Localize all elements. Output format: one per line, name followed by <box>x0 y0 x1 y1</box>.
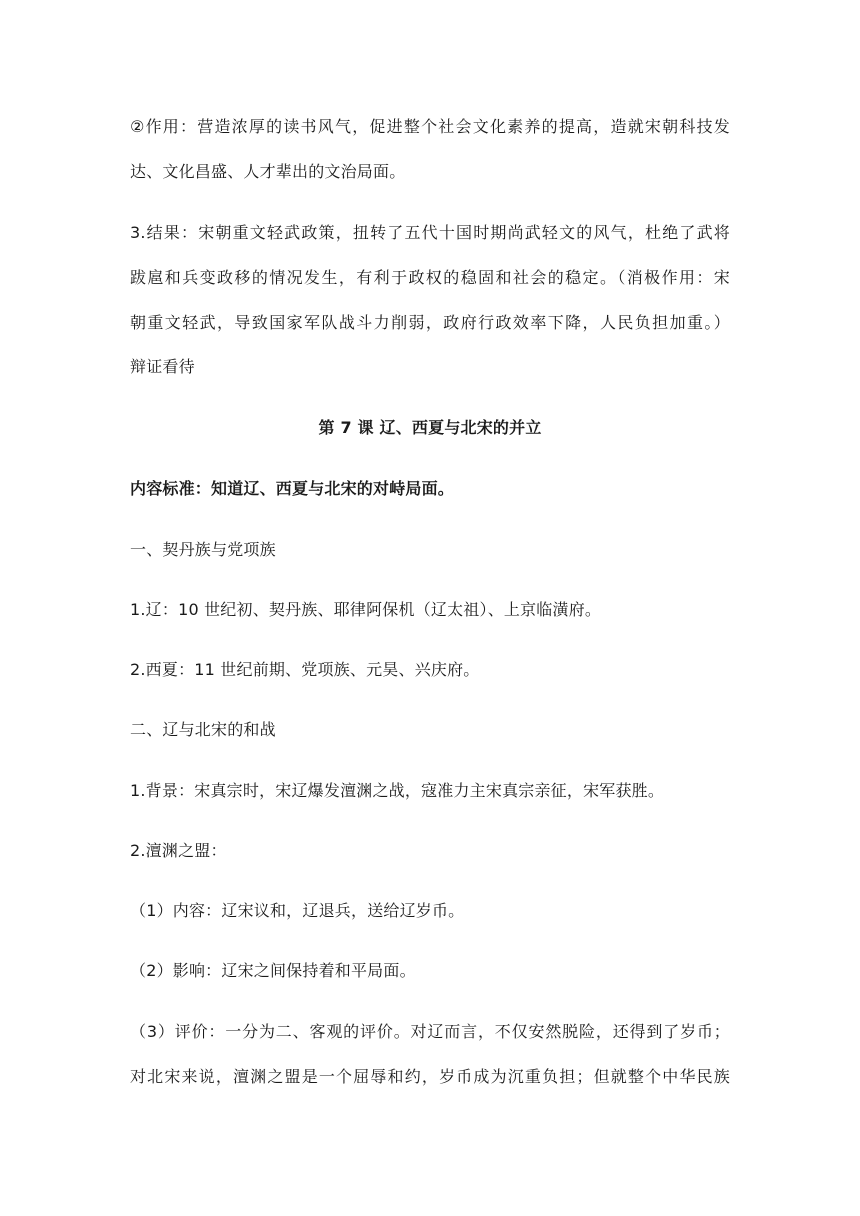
paragraph-line-effect-2: 达、文化昌盛、人才辈出的文治局面。 <box>130 162 406 181</box>
section-heading-2: 二、辽与北宋的和战 <box>130 720 276 739</box>
content-standard: 内容标准：知道辽、西夏与北宋的对峙局面。 <box>130 479 455 498</box>
lesson-title: 第 7 课 辽、西夏与北宋的并立 <box>318 418 542 437</box>
list-item-liao: 1.辽：10 世纪初、契丹族、耶律阿保机（辽太祖）、上京临潢府。 <box>130 600 602 619</box>
paragraph-line-result-2: 跋扈和兵变政移的情况发生，有利于政权的稳固和社会的稳定。（消极作用：宋 <box>130 268 730 287</box>
paragraph-line-result-1: 3.结果：宋朝重文轻武政策，扭转了五代十国时期尚武轻文的风气，杜绝了武将 <box>130 223 730 242</box>
paragraph-line-result-4: 辩证看待 <box>130 357 195 376</box>
paragraph-line-result-3: 朝重文轻武，导致国家军队战斗力削弱，政府行政效率下降，人民负担加重。） <box>130 313 730 332</box>
sub-item-evaluation-2: 对北宋来说，澶渊之盟是一个屈辱和约，岁币成为沉重负担；但就整个中华民族 <box>130 1067 730 1086</box>
sub-item-impact: （2）影响：辽宋之间保持着和平局面。 <box>130 961 416 980</box>
section-heading-1: 一、契丹族与党项族 <box>130 540 276 559</box>
paragraph-line-effect-1: ②作用：营造浓厚的读书风气，促进整个社会文化素养的提高，造就宋朝科技发 <box>130 117 730 136</box>
sub-item-content: （1）内容：辽宋议和，辽退兵，送给辽岁币。 <box>130 901 465 920</box>
list-item-chanyuan: 2.澶渊之盟： <box>130 841 227 860</box>
sub-item-evaluation-1: （3）评价：一分为二、客观的评价。对辽而言，不仅安然脱险，还得到了岁币； <box>130 1022 730 1041</box>
list-item-background: 1.背景：宋真宗时，宋辽爆发澶渊之战，寇准力主宋真宗亲征，宋军获胜。 <box>130 781 665 800</box>
list-item-xixia: 2.西夏：11 世纪前期、党项族、元昊、兴庆府。 <box>130 660 480 679</box>
